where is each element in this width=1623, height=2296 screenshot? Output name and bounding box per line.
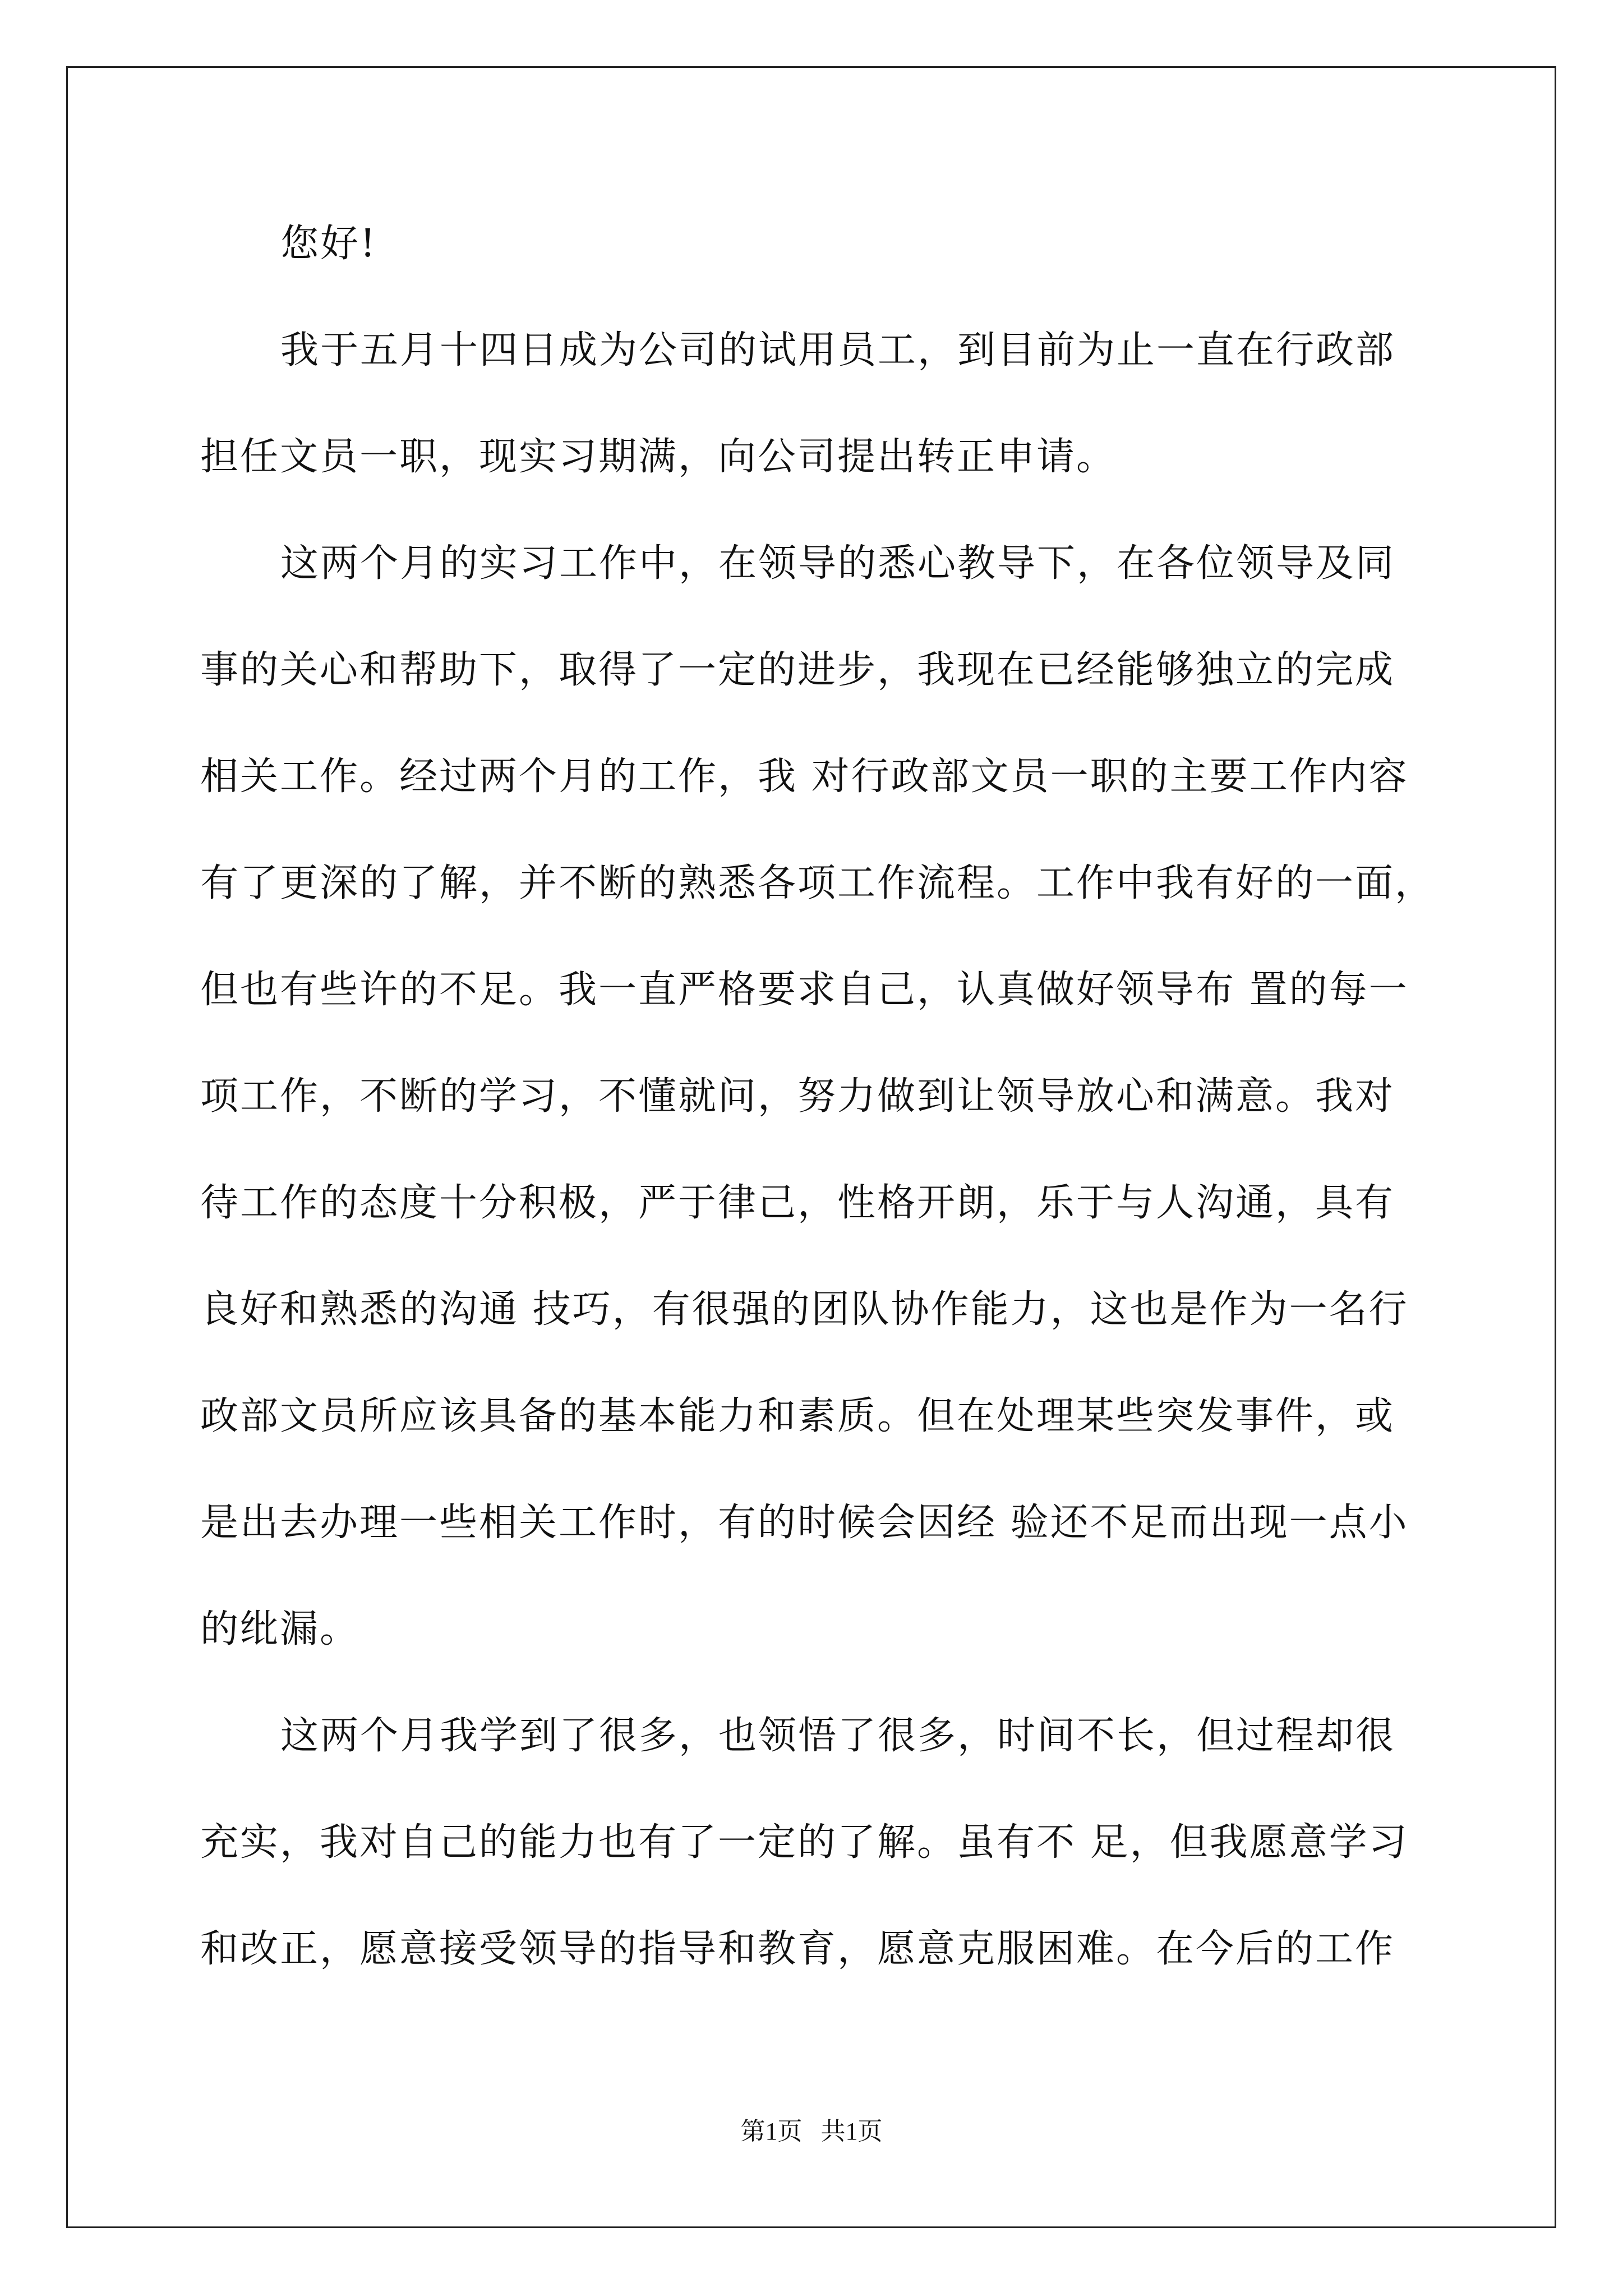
paragraph-line: 事的关心和帮助下，取得了一定的进步，我现在已经能够独立的完成 [200, 648, 1395, 692]
paragraph-line: 是出去办理一些相关工作时，有的时候会因经 验还不足而出现一点小 [200, 1501, 1409, 1545]
greeting: 您好! [280, 222, 377, 266]
paragraph-line: 的纰漏。 [200, 1607, 360, 1651]
page-border [66, 66, 1556, 2228]
paragraph-line: 政部文员所应该具备的基本能力和素质。但在处理某些突发事件，或 [200, 1394, 1395, 1438]
paragraph-line: 有了更深的了解，并不断的熟悉各项工作流程。工作中我有好的一面， [200, 861, 1435, 905]
paragraph-line: 良好和熟悉的沟通 技巧，有很强的团队协作能力，这也是作为一名行 [200, 1287, 1409, 1332]
paragraph-line: 这两个月的实习工作中，在领导的悉心教导下，在各位领导及同 [280, 541, 1396, 586]
paragraph-line: 待工作的态度十分积极，严于律己，性格开朗，乐于与人沟通，具有 [200, 1181, 1395, 1225]
paragraph-line: 这两个月我学到了很多，也领悟了很多，时间不长，但过程却很 [280, 1714, 1396, 1758]
page-footer: 第1页 共1页 [740, 2118, 883, 2145]
paragraph-line: 担任文员一职，现实习期满，向公司提出转正申请。 [200, 435, 1117, 479]
paragraph-line: 充实，我对自己的能力也有了一定的了解。虽有不 足，但我愿意学习 [200, 1820, 1409, 1865]
paragraph-line: 和改正，愿意接受领导的指导和教育，愿意克服困难。在今后的工作 [200, 1927, 1395, 1971]
paragraph-line: 相关工作。经过两个月的工作，我 对行政部文员一职的主要工作内容 [200, 754, 1409, 799]
paragraph-line: 项工作，不断的学习，不懂就问，努力做到让领导放心和满意。我对 [200, 1074, 1395, 1119]
paragraph-line: 我于五月十四日成为公司的试用员工，到目前为止一直在行政部 [280, 328, 1396, 372]
paragraph-line: 但也有些许的不足。我一直严格要求自己，认真做好领导布 置的每一 [200, 968, 1409, 1012]
